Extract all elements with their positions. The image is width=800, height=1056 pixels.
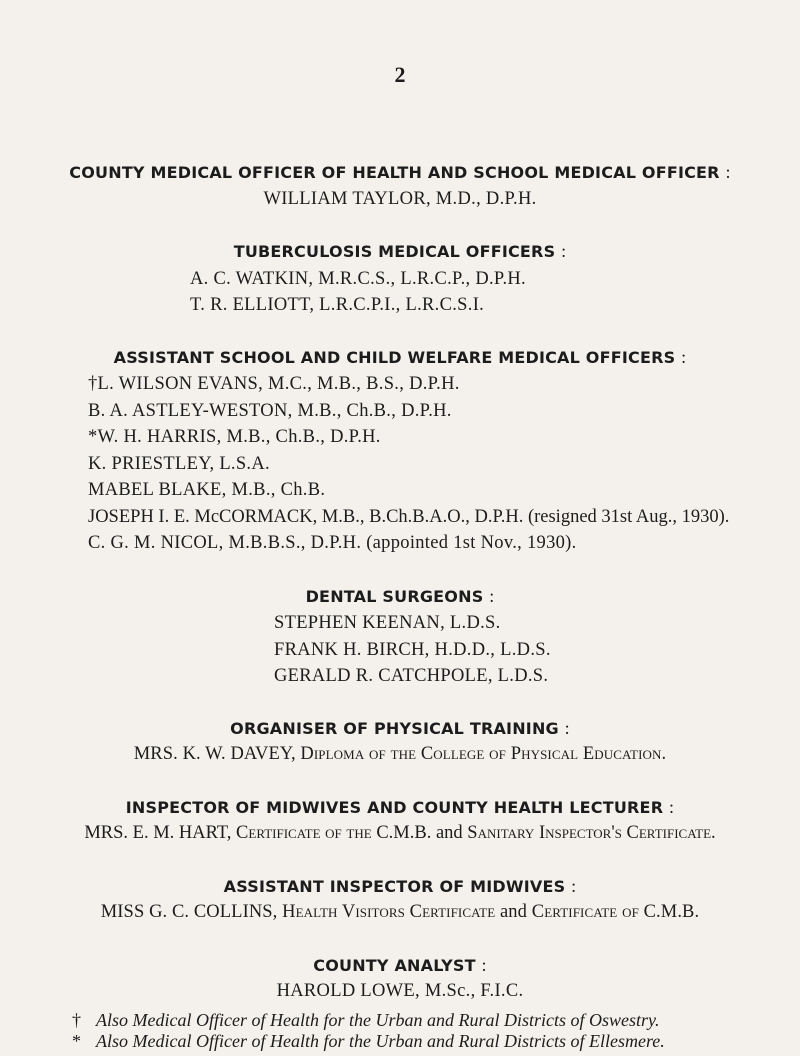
- asterisk-mark: *: [72, 1031, 81, 1051]
- tuberculosis-officer-1: A. C. WATKIN, M.R.C.S., L.R.C.P., D.P.H.: [190, 269, 526, 289]
- section-heading-dental-surgeons: DENTAL SURGEONS :: [305, 586, 495, 606]
- assistant-inspector-midwives-name: MISS G. C. COLLINS, Health Visitors Certificate and Certificate of C.M.B.: [100, 902, 700, 922]
- dagger-mark: †: [72, 1010, 81, 1030]
- dental-surgeon-3: GERALD R. CATCHPOLE, L.D.S.: [274, 666, 549, 686]
- section-heading-inspector-of-midwives: INSPECTOR OF MIDWIVES AND COUNTY HEALTH LECTURER :: [125, 797, 675, 817]
- section-heading-assistant-inspector-midwives: ASSISTANT INSPECTOR OF MIDWIVES :: [223, 876, 577, 896]
- physical-training-organiser: MRS. K. W. DAVEY, Diploma of the College of Physical Education.: [133, 744, 667, 764]
- assistant-officer-4: K. PRIESTLEY, L.S.A.: [88, 454, 270, 474]
- footnote-ellesmere: * Also Medical Officer of Health for the Urban and Rural Districts of Ellesmere.: [72, 1031, 665, 1051]
- section-heading-county-analyst: COUNTY ANALYST :: [313, 955, 487, 975]
- inspector-of-midwives-name: MRS. E. M. HART, Certificate of the C.M.B. and Sanitary Inspector's Certificate.: [84, 823, 716, 843]
- dental-surgeon-2: FRANK H. BIRCH, H.D.D., L.D.S.: [274, 640, 551, 660]
- tuberculosis-officer-2: T. R. ELLIOTT, L.R.C.P.I., L.R.C.S.I.: [190, 295, 485, 315]
- county-medical-officer-name: WILLIAM TAYLOR, M.D., D.P.H.: [263, 189, 537, 209]
- section-heading-assistant-school-officers: ASSISTANT SCHOOL AND CHILD WELFARE MEDICAL OFFICERS :: [113, 347, 687, 367]
- assistant-officer-5: MABEL BLAKE, M.B., Ch.B.: [88, 480, 326, 500]
- section-heading-tuberculosis: TUBERCULOSIS MEDICAL OFFICERS :: [233, 241, 567, 261]
- assistant-officer-1: †L. WILSON EVANS, M.C., M.B., B.S., D.P.H.: [88, 374, 460, 394]
- county-analyst-name: HAROLD LOWE, M.Sc., F.I.C.: [276, 981, 524, 1001]
- assistant-officer-6: JOSEPH I. E. McCORMACK, M.B., B.Ch.B.A.O., D.P.H. (resigned 31st Aug., 1930).: [88, 507, 730, 527]
- page-number: 2: [394, 62, 406, 87]
- assistant-officer-3: *W. H. HARRIS, M.B., Ch.B., D.P.H.: [88, 427, 381, 447]
- dental-surgeon-1: STEPHEN KEENAN, L.D.S.: [274, 613, 501, 633]
- section-heading-physical-training: ORGANISER OF PHYSICAL TRAINING :: [230, 718, 570, 738]
- section-heading-county-medical-officer: COUNTY MEDICAL OFFICER OF HEALTH AND SCHOOL MEDICAL OFFICER :: [69, 162, 731, 182]
- footnote-oswestry: † Also Medical Officer of Health for the Urban and Rural Districts of Oswestry.: [72, 1010, 660, 1030]
- assistant-officer-2: B. A. ASTLEY-WESTON, M.B., Ch.B., D.P.H.: [88, 401, 452, 421]
- assistant-officer-7: C. G. M. NICOL, M.B.B.S., D.P.H. (appointed 1st Nov., 1930).: [88, 533, 577, 553]
